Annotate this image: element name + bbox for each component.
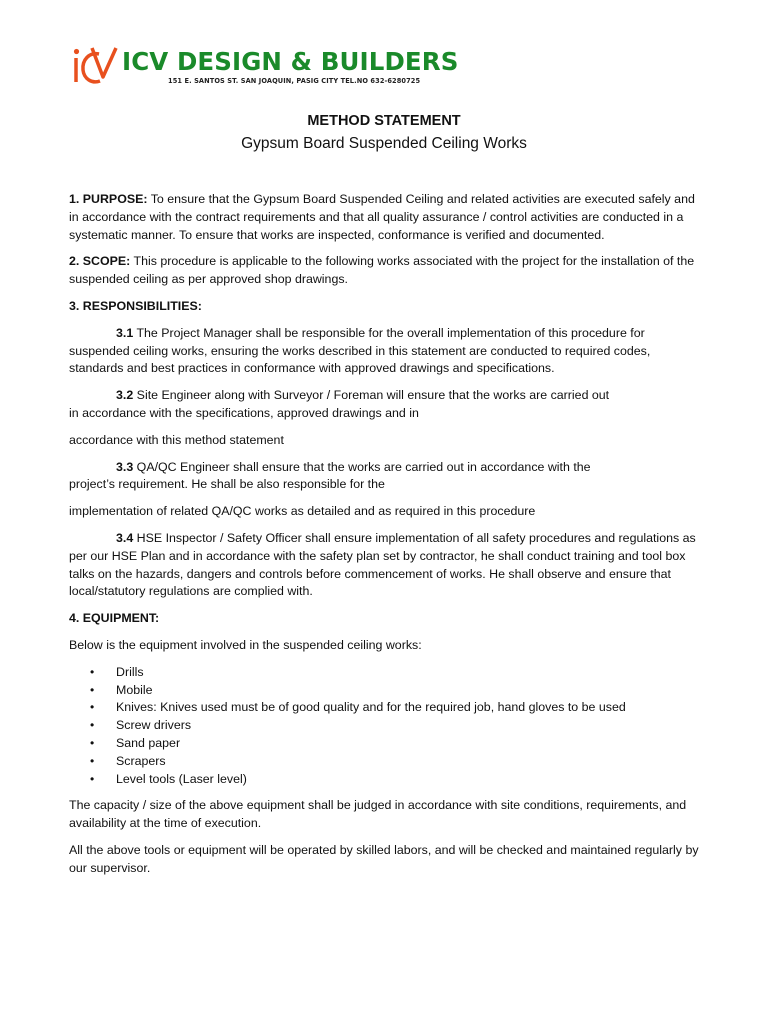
list-item [69,682,705,700]
equipment-item-label: Level tools (Laser level) [116,771,247,786]
equipment-item-label: Mobile [116,682,153,697]
purpose-text: To ensure that the Gypsum Board Suspended Ceiling and related activities are executed safely and in accordance with the contract requirements and that all quality assurance / control activities are conducted in a systematic manner. To ensure that works are inspected, conformance is verified and documented. [69,192,695,242]
responsibilities-label: 3. RESPONSIBILITIES: [69,298,202,313]
company-address: 151 E. SANTOS ST. SAN JOAQUIN, PASIG CITY TEL.NO 632-6280725 [168,77,421,85]
responsibility-3-3-continued: implementation of related QA/QC works as detailed and as required in this procedure [69,504,536,519]
responsibility-3-3-text-line2: project’s requirement. He shall be also responsible for the [69,477,385,492]
purpose-section [69,191,705,244]
company-logo [72,44,120,88]
equipment-item-label: Knives: Knives used must be of good quality and for the required job, hand gloves to be used [116,700,626,715]
responsibility-3-4 [69,530,705,601]
responsibility-3-2-continued: accordance with this method statement [69,432,284,447]
equipment-item-label: Drills [116,664,144,679]
scope-section [69,253,705,289]
responsibility-3-2-text: Site Engineer along with Surveyor / Foreman will ensure that the works are carried out [133,388,610,403]
responsibility-3-3-number: 3.3 [116,459,134,474]
responsibility-3-1 [69,325,705,378]
equipment-heading [69,610,705,628]
scope-text: This procedure is applicable to the following works associated with the project for the installation of the suspended ceiling as per approved shop drawings. [69,254,695,287]
equipment-label: 4. EQUIPMENT: [69,611,160,626]
responsibility-3-2-number: 3.2 [116,388,134,403]
responsibility-3-2-text-line2: in accordance with the specifications, approved drawings and in [69,405,419,420]
list-item [69,771,705,789]
list-item [69,735,705,753]
bullet-icon: • [90,771,95,786]
scope-label: 2. SCOPE: [69,254,131,269]
responsibilities-heading [69,298,705,316]
bullet-icon: • [90,700,95,715]
equipment-intro: Below is the equipment involved in the suspended ceiling works: [69,637,422,652]
responsibility-3-4-number: 3.4 [116,530,134,545]
company-name: ICV DESIGN & BUILDERS [122,47,459,76]
document-body [69,191,705,887]
document-title: METHOD STATEMENT [307,113,461,129]
bullet-icon: • [90,753,95,768]
letterhead [72,44,459,90]
equipment-operation-note: All the above tools or equipment will be operated by skilled labors, and will be checked and maintained regularly by our supervisor. [69,842,699,875]
purpose-label: 1. PURPOSE: [69,192,148,206]
equipment-capacity-note: The capacity / size of the above equipment shall be judged in accordance with site conditions, requirements, and availability at the time of execution. [69,798,687,831]
bullet-icon: • [90,735,95,750]
document-subtitle: Gypsum Board Suspended Ceiling Works [241,135,527,152]
list-item [69,699,705,717]
equipment-item-label: Sand paper [116,735,181,750]
bullet-icon: • [90,664,95,679]
responsibility-3-1-number: 3.1 [116,325,134,340]
responsibility-3-2 [69,387,705,423]
list-item [69,664,705,682]
bullet-icon: • [90,682,95,697]
list-item [69,717,705,735]
bullet-icon: • [90,718,95,733]
equipment-item-label: Scrapers [116,753,166,768]
equipment-list [69,664,705,789]
responsibility-3-3 [69,459,705,495]
responsibility-3-4-text: HSE Inspector / Safety Officer shall ensure implementation of all safety procedures and regulations as per our HSE Plan and in accordance with the safety plan set by contractor, he shall conduct training and tool box talks on the hazards, dangers and controls before commencement of works. He shall observe and ensure that local/statutory regulations are complied with. [69,530,696,599]
responsibility-3-3-text: QA/QC Engineer shall ensure that the works are carried out in accordance with the [133,459,591,474]
equipment-item-label: Screw drivers [116,718,192,733]
list-item [69,753,705,771]
responsibility-3-1-text: The Project Manager shall be responsible for the overall implementation of this procedure for suspended ceiling works, ensuring the works described in this statement are conducted to required codes, standards and best practices in conformance with approved drawings and specifications. [69,325,651,376]
